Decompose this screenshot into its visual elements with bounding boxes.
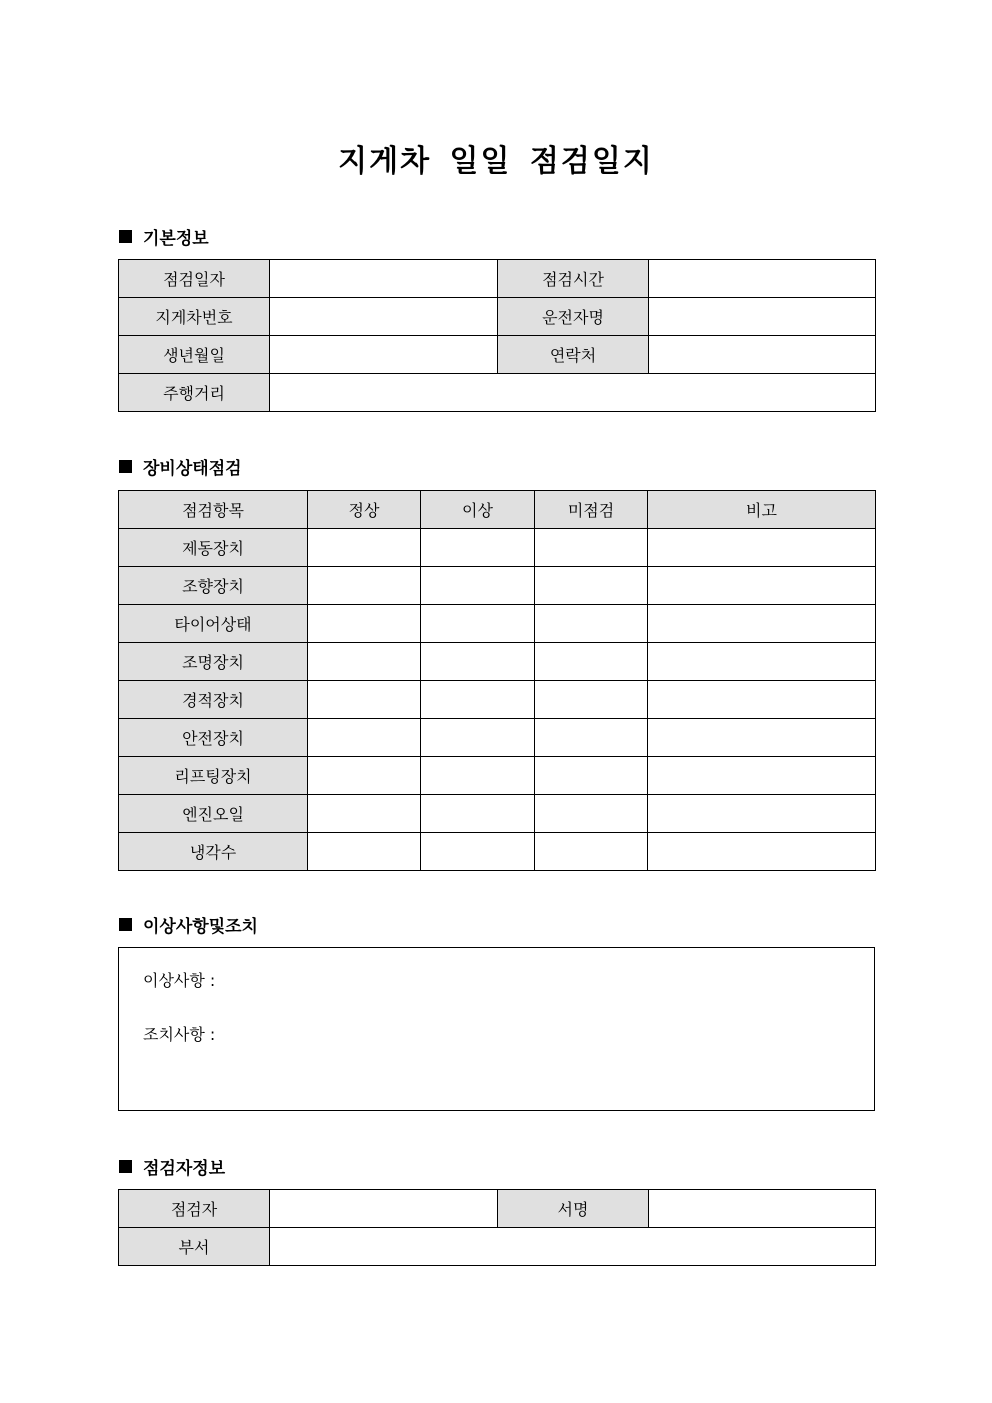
document-title: 지게차 일일 점검일지 bbox=[338, 144, 654, 179]
table-row bbox=[119, 757, 876, 795]
table-row bbox=[119, 529, 876, 567]
label-driver-name: 운전자명 bbox=[498, 298, 649, 336]
cell-unchecked[interactable] bbox=[535, 643, 648, 681]
cell-normal[interactable] bbox=[308, 719, 421, 757]
table-row bbox=[119, 605, 876, 643]
cell-normal[interactable] bbox=[308, 795, 421, 833]
cell-unchecked[interactable] bbox=[535, 567, 648, 605]
cell-remarks[interactable] bbox=[648, 757, 876, 795]
basic-info-table bbox=[118, 259, 876, 412]
cell-abnormal[interactable] bbox=[421, 529, 535, 567]
section-title: 점검자정보 bbox=[143, 1159, 226, 1179]
cell-normal[interactable] bbox=[308, 833, 421, 871]
cell-abnormal[interactable] bbox=[421, 757, 535, 795]
item-label: 조명장치 bbox=[119, 643, 308, 681]
section-heading-basic bbox=[119, 224, 209, 249]
section-title: 장비상태점검 bbox=[143, 459, 242, 479]
input-inspection-time[interactable] bbox=[649, 260, 876, 298]
section-title: 기본정보 bbox=[143, 229, 209, 249]
label-inspector: 점검자 bbox=[119, 1190, 270, 1228]
cell-abnormal[interactable] bbox=[421, 833, 535, 871]
label-birth-date: 생년월일 bbox=[119, 336, 270, 374]
cell-remarks[interactable] bbox=[648, 719, 876, 757]
input-driver-name[interactable] bbox=[649, 298, 876, 336]
item-label: 타이어상태 bbox=[119, 605, 308, 643]
column-header-remarks: 비고 bbox=[648, 491, 876, 529]
input-inspector[interactable] bbox=[270, 1190, 498, 1228]
label-mileage: 주행거리 bbox=[119, 374, 270, 412]
square-bullet-icon bbox=[119, 918, 132, 931]
table-row bbox=[119, 298, 876, 336]
input-contact[interactable] bbox=[649, 336, 876, 374]
square-bullet-icon bbox=[119, 460, 132, 473]
item-label: 제동장치 bbox=[119, 529, 308, 567]
cell-normal[interactable] bbox=[308, 529, 421, 567]
input-forklift-number[interactable] bbox=[270, 298, 498, 336]
square-bullet-icon bbox=[119, 230, 132, 243]
cell-remarks[interactable] bbox=[648, 833, 876, 871]
table-row bbox=[119, 336, 876, 374]
cell-abnormal[interactable] bbox=[421, 681, 535, 719]
label-department: 부서 bbox=[119, 1228, 270, 1266]
item-label: 리프팅장치 bbox=[119, 757, 308, 795]
equipment-check-table bbox=[118, 490, 876, 871]
input-birth-date[interactable] bbox=[270, 336, 498, 374]
issue-label: 이상사항 : bbox=[143, 971, 216, 990]
issues-notes-box[interactable] bbox=[118, 947, 875, 1111]
cell-remarks[interactable] bbox=[648, 529, 876, 567]
table-row bbox=[119, 567, 876, 605]
cell-normal[interactable] bbox=[308, 681, 421, 719]
label-inspection-date: 점검일자 bbox=[119, 260, 270, 298]
section-heading-issues bbox=[119, 912, 258, 937]
item-label: 안전장치 bbox=[119, 719, 308, 757]
cell-remarks[interactable] bbox=[648, 795, 876, 833]
cell-remarks[interactable] bbox=[648, 605, 876, 643]
square-bullet-icon bbox=[119, 1160, 132, 1173]
item-label: 경적장치 bbox=[119, 681, 308, 719]
label-contact: 연락처 bbox=[498, 336, 649, 374]
section-heading-equipment bbox=[119, 454, 242, 479]
label-forklift-number: 지게차번호 bbox=[119, 298, 270, 336]
action-label: 조치사항 : bbox=[143, 1025, 216, 1044]
cell-normal[interactable] bbox=[308, 643, 421, 681]
column-header-item: 점검항목 bbox=[119, 491, 308, 529]
cell-unchecked[interactable] bbox=[535, 833, 648, 871]
table-row bbox=[119, 260, 876, 298]
cell-unchecked[interactable] bbox=[535, 529, 648, 567]
column-header-unchecked: 미점검 bbox=[535, 491, 648, 529]
table-header-row bbox=[119, 491, 876, 529]
table-row bbox=[119, 795, 876, 833]
table-row bbox=[119, 1228, 876, 1266]
table-row bbox=[119, 374, 876, 412]
cell-abnormal[interactable] bbox=[421, 719, 535, 757]
section-title: 이상사항및조치 bbox=[143, 917, 258, 937]
input-inspection-date[interactable] bbox=[270, 260, 498, 298]
inspector-info-table bbox=[118, 1189, 876, 1266]
cell-abnormal[interactable] bbox=[421, 567, 535, 605]
cell-normal[interactable] bbox=[308, 757, 421, 795]
cell-unchecked[interactable] bbox=[535, 681, 648, 719]
cell-remarks[interactable] bbox=[648, 567, 876, 605]
column-header-normal: 정상 bbox=[308, 491, 421, 529]
label-signature: 서명 bbox=[498, 1190, 649, 1228]
cell-remarks[interactable] bbox=[648, 681, 876, 719]
cell-unchecked[interactable] bbox=[535, 795, 648, 833]
cell-normal[interactable] bbox=[308, 605, 421, 643]
cell-abnormal[interactable] bbox=[421, 643, 535, 681]
table-row bbox=[119, 1190, 876, 1228]
item-label: 엔진오일 bbox=[119, 795, 308, 833]
column-header-abnormal: 이상 bbox=[421, 491, 535, 529]
label-inspection-time: 점검시간 bbox=[498, 260, 649, 298]
table-row bbox=[119, 719, 876, 757]
cell-abnormal[interactable] bbox=[421, 795, 535, 833]
cell-abnormal[interactable] bbox=[421, 605, 535, 643]
cell-unchecked[interactable] bbox=[535, 757, 648, 795]
cell-unchecked[interactable] bbox=[535, 605, 648, 643]
cell-unchecked[interactable] bbox=[535, 719, 648, 757]
table-row bbox=[119, 681, 876, 719]
input-signature[interactable] bbox=[649, 1190, 876, 1228]
item-label: 냉각수 bbox=[119, 833, 308, 871]
section-heading-inspector bbox=[119, 1154, 225, 1179]
cell-normal[interactable] bbox=[308, 567, 421, 605]
table-row bbox=[119, 643, 876, 681]
input-department[interactable] bbox=[270, 1228, 876, 1266]
cell-remarks[interactable] bbox=[648, 643, 876, 681]
input-mileage[interactable] bbox=[270, 374, 876, 412]
item-label: 조향장치 bbox=[119, 567, 308, 605]
table-row bbox=[119, 833, 876, 871]
